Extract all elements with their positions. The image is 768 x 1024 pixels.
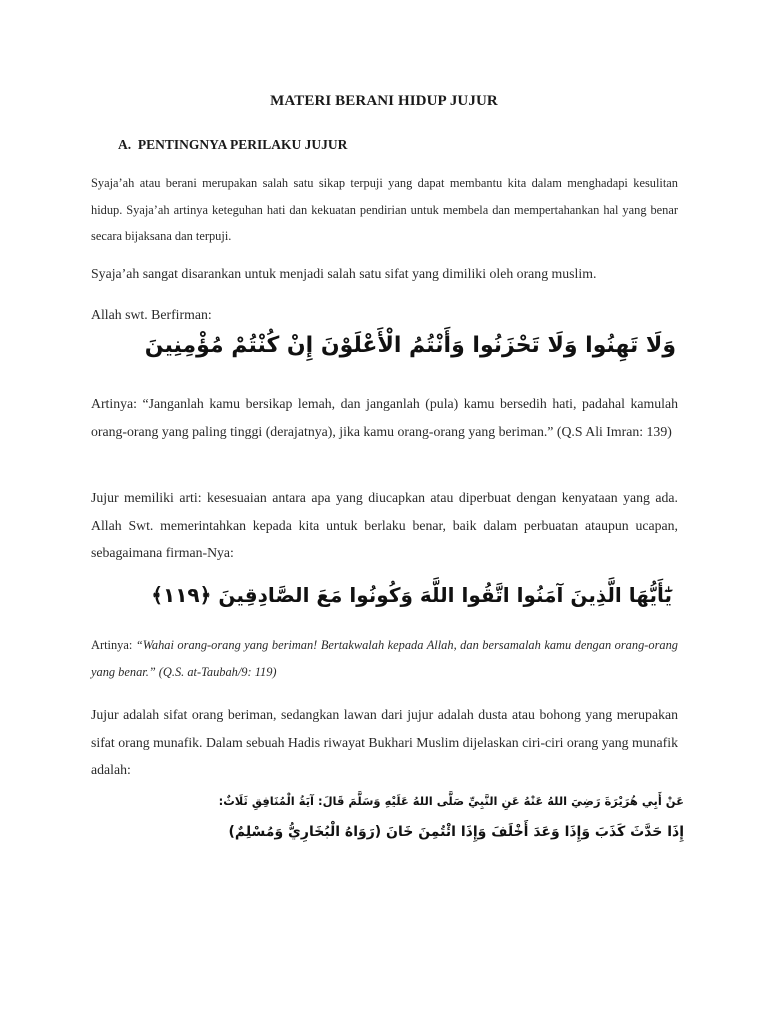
paragraph-syajaah-definition: Syaja’ah atau berani merupakan salah satu sikap terpuji yang dapat membantu kita dalam menghadapi kesulitan hidup. Syaja’ah artinya keteguhan hati dan kekuatan pendirian untuk membela dan mempertahankan hal yang benar secara bijaksana dan terpuji.: [91, 176, 678, 243]
paragraph-jujur-definition: Jujur memiliki arti: kesesuaian antara apa yang diucapkan atau diperbuat dengan kenyataan yang ada. Allah Swt. memerintahkan kepada kita untuk berlaku benar, baik dalam perbuatan ataupun ucapan, sebagaimana firman-Nya:: [91, 490, 678, 560]
paragraph-syajaah-recommendation: Syaja’ah sangat disarankan untuk menjadi salah satu sifat yang dimiliki oleh orang muslim.: [91, 266, 597, 281]
hadith-line-2: إِذَا حَدَّثَ كَذَبَ وَإِذَا وَعَدَ أَخْلَفَ وَإِذَا ائْتُمِنَ خَانَ (رَوَاهُ الْبُخَارِيُّ وَمُسْلِمٌ): [228, 824, 684, 840]
page-title: MATERI BERANI HIDUP JUJUR: [270, 93, 498, 109]
translation-label: Artinya:: [91, 638, 136, 652]
arabic-verse-at-taubah: يَٰٓأَيُّهَا الَّذِينَ آمَنُوا اتَّقُوا اللَّهَ وَكُونُوا مَعَ الصَّادِقِينَ ﴿١١٩﴾: [151, 583, 672, 607]
paragraph-translation-ali-imran: Artinya: “Janganlah kamu bersikap lemah, dan janganlah (pula) kamu bersedih hati, padahal kamulah orang-orang yang paling tinggi (derajatnya), jika kamu orang-orang yang beriman.” (Q.S Ali Imran: 139): [91, 396, 678, 439]
hadith-line-1: عَنْ أَبِي هُرَيْرَةَ رَضِيَ اللهُ عَنْهُ عَنِ النَّبِيِّ صَلَّى اللهُ عَلَيْهِ وَسَلَّمَ قَالَ: آيَةُ الْمُنَافِقِ ثَلَاثٌ:: [218, 794, 684, 808]
section-heading: A. PENTINGNYA PERILAKU JUJUR: [118, 137, 348, 152]
translation-italic-text: “Wahai orang-orang yang beriman! Bertakwalah kepada Allah, dan bersamalah kamu dengan orang-orang yang benar.” (Q.S. at-Taubah/9: 119): [91, 638, 678, 679]
paragraph-translation-at-taubah: [91, 632, 678, 685]
paragraph-allah-berfirman: Allah swt. Berfirman:: [91, 307, 212, 322]
hadith-image: [219, 790, 684, 854]
arabic-verse-ali-imran: وَلَا تَهِنُوا وَلَا تَحْزَنُوا وَأَنْتُمُ الْأَعْلَوْنَ إِنْ كُنْتُمْ مُؤْمِنِينَ: [144, 333, 676, 358]
paragraph-munafik: Jujur adalah sifat orang beriman, sedangkan lawan dari jujur adalah dusta atau bohong yang merupakan sifat orang munafik. Dalam sebuah Hadis riwayat Bukhari Muslim dijelaskan ciri-ciri orang yang munafik adalah:: [91, 707, 678, 777]
